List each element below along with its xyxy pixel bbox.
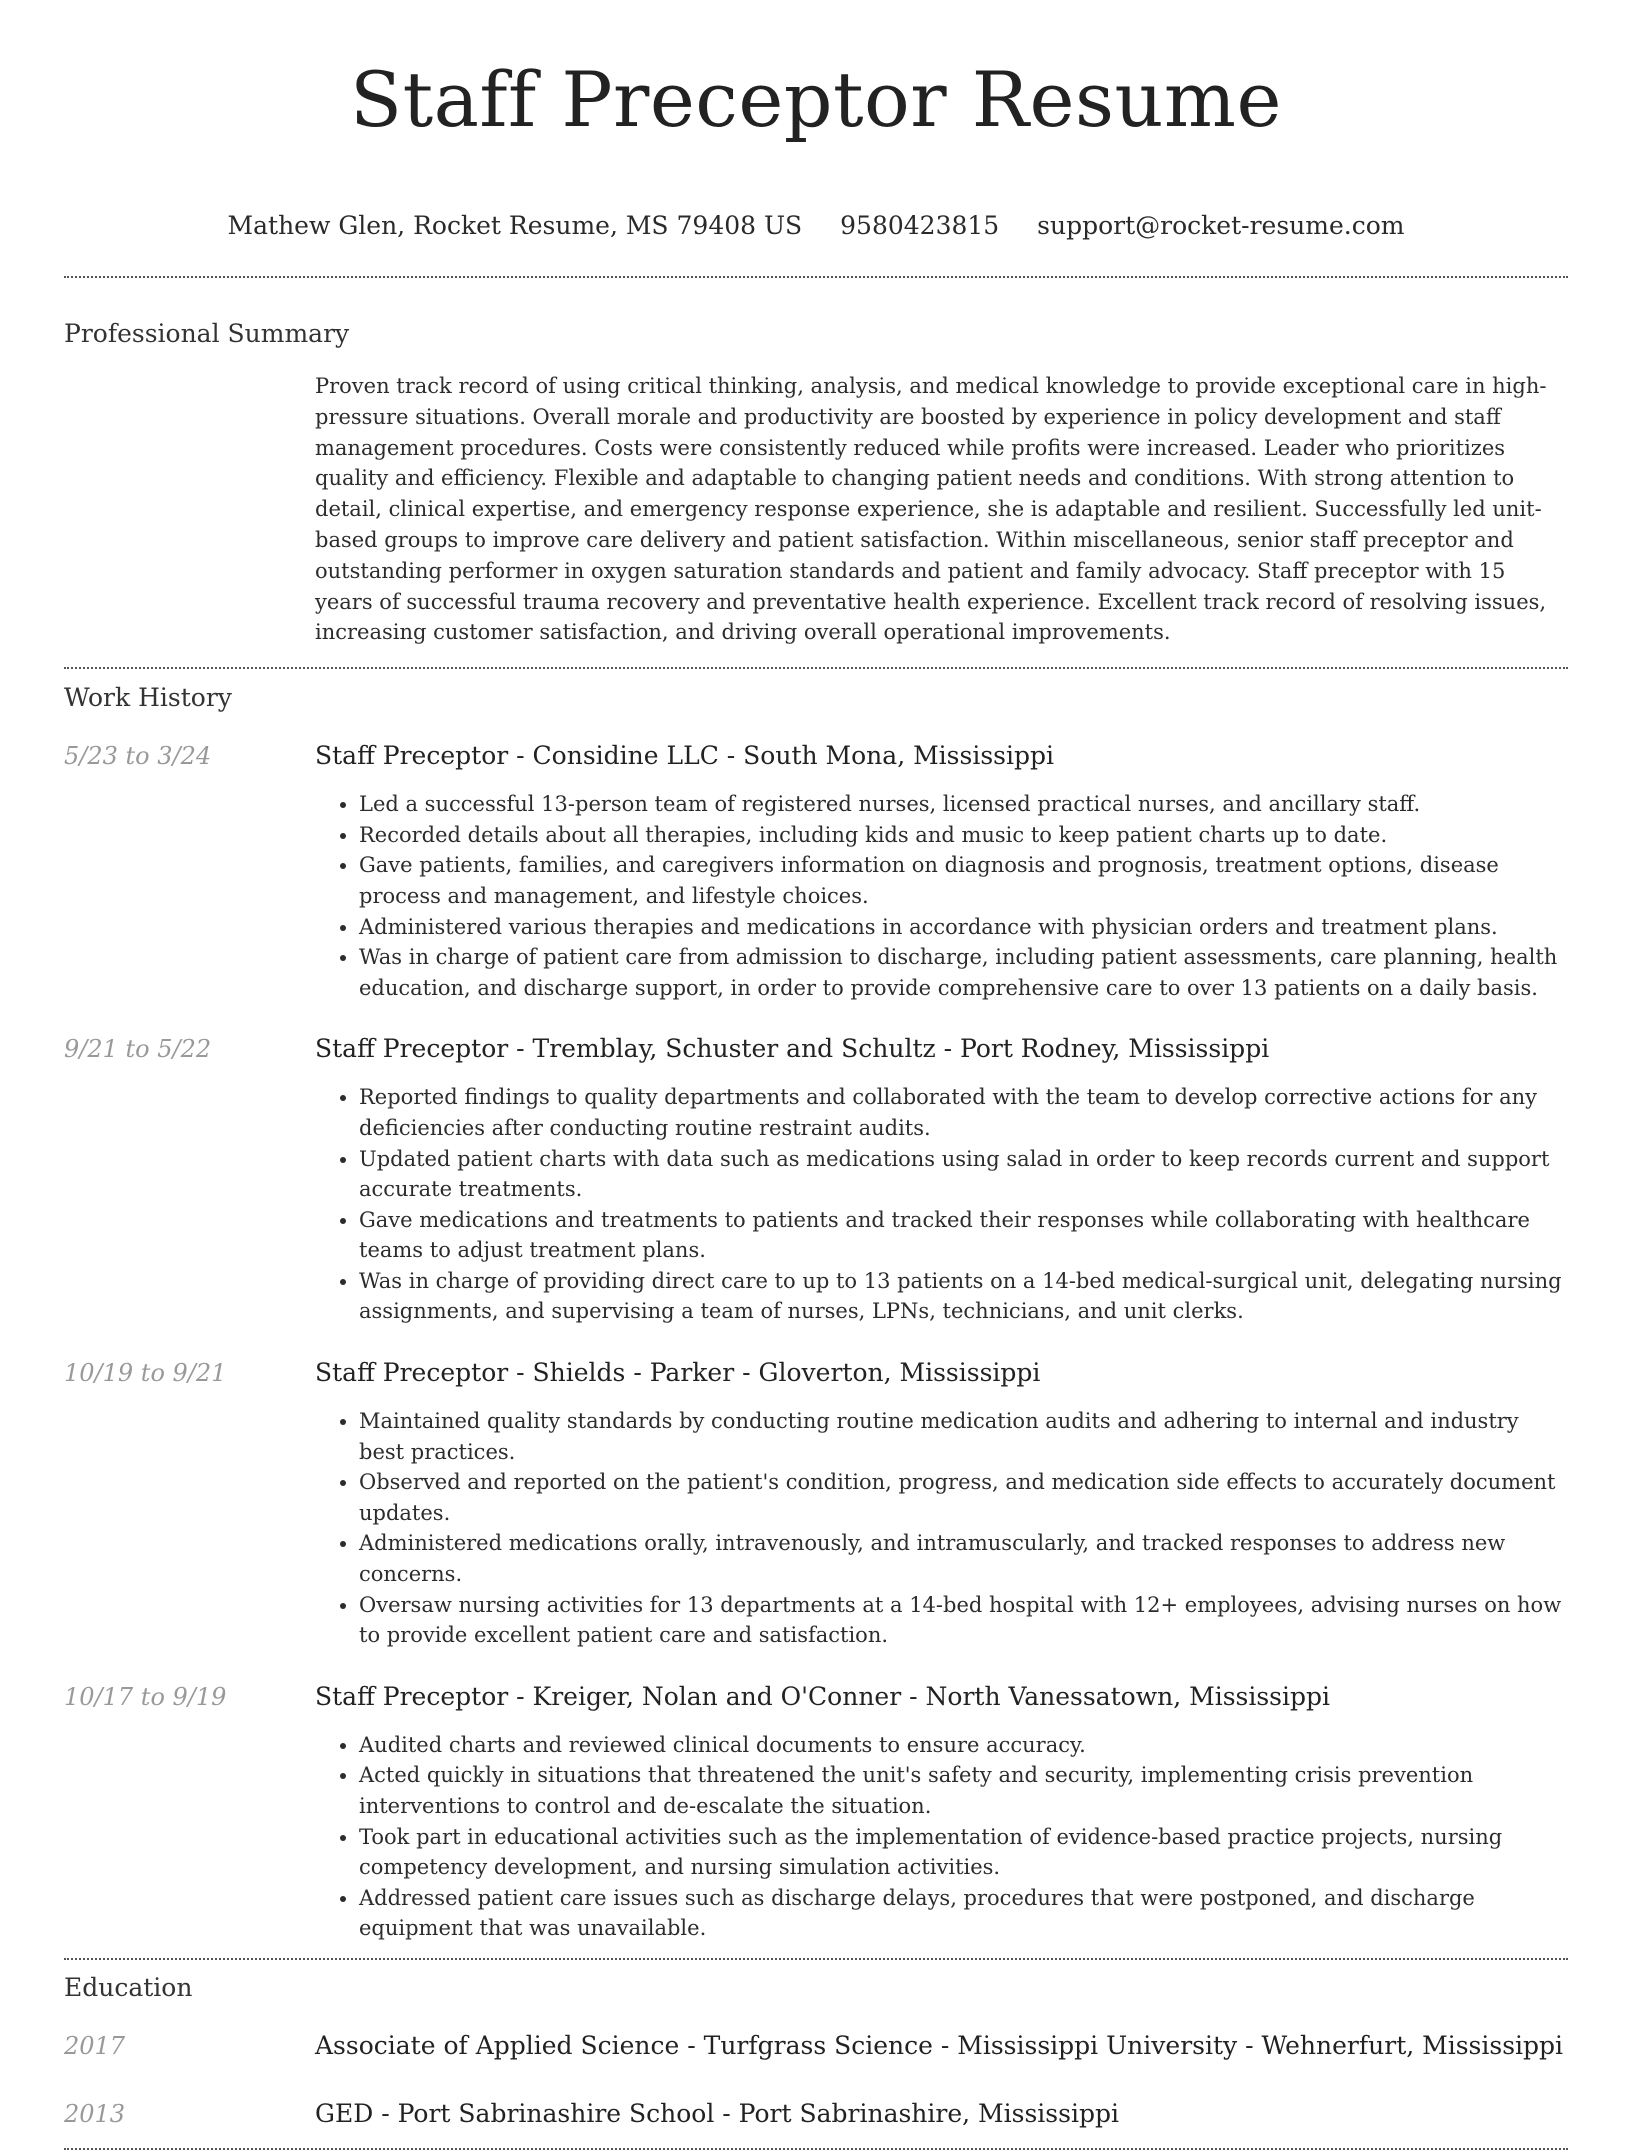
job-bullet: • Gave medications and treatments to patients and tracked their responses while collaborating with healthcare teams to adjust treatment plans.: [359, 1205, 1568, 1266]
job-bullet: • Acted quickly in situations that threatened the unit's safety and security, implementing crisis prevention interventions to control and de-escalate the situation.: [359, 1760, 1568, 1821]
education-year: 2017: [64, 2031, 126, 2060]
summary-heading: Professional Summary: [64, 319, 350, 348]
divider: [64, 667, 1568, 669]
job-bullet: • Observed and reported on the patient's condition, progress, and medication side effects to accurately document updates.: [359, 1467, 1568, 1528]
job-bullet: • Was in charge of providing direct care to up to 13 patients on a 14-bed medical-surgical unit, delegating nursing assignments, and supervising a team of nurses, LPNs, technicians, and unit clerks.: [359, 1266, 1568, 1327]
job-bullets: [315, 789, 1568, 1003]
divider: [64, 1958, 1568, 1960]
summary-text: Proven track record of using critical thinking, analysis, and medical knowledge to provide exceptional care in high-pressure situations. Overall morale and productivity are boosted by experience in policy development and staff management procedures. Costs were consistently reduced while profits were increased. Leader who prioritizes quality and efficiency. Flexible and adaptable to changing patient needs and conditions. With strong attention to detail, clinical expertise, and emergency response experience, she is adaptable and resilient. Successfully led unit-based groups to improve care delivery and patient satisfaction. Within miscellaneous, senior staff preceptor and outstanding performer in oxygen saturation standards and patient and family advocacy. Staff preceptor with 15 years of successful trauma recovery and preventative health experience. Excellent track record of resolving issues, increasing customer satisfaction, and driving overall operational improvements.: [315, 374, 1547, 645]
job-details: [315, 740, 1568, 1003]
job-bullet: • Gave patients, families, and caregivers information on diagnosis and prognosis, treatment options, disease process and management, and lifestyle choices.: [359, 850, 1568, 911]
education-year: 2013: [64, 2099, 126, 2128]
job-dates: 9/21 to 5/22: [64, 1035, 212, 1064]
job-details: [315, 1357, 1568, 1651]
job-details: [315, 1681, 1568, 1944]
job-bullet: • Administered medications orally, intravenously, and intramuscularly, and tracked responses to address new concerns.: [359, 1528, 1568, 1589]
job-title: Staff Preceptor - Considine LLC - South Mona, Mississippi: [315, 741, 1054, 771]
job-bullets: [315, 1730, 1568, 1944]
work-history-heading: Work History: [64, 683, 232, 713]
education-entry: [64, 2030, 1568, 2062]
job-title: Staff Preceptor - Shields - Parker - Gloverton, Mississippi: [315, 1358, 1041, 1388]
job-bullet: • Updated patient charts with data such as medications using salad in order to keep records current and support accurate treatments.: [359, 1144, 1568, 1205]
job-bullet: • Oversaw nursing activities for 13 departments at a 14-bed hospital with 12+ employees, advising nurses on how to provide excellent patient care and satisfaction.: [359, 1590, 1568, 1651]
resume-title: Staff Preceptor Resume: [350, 55, 1282, 144]
contact-line: [64, 210, 1568, 242]
education-heading: Education: [64, 1972, 193, 2002]
education-title: GED - Port Sabrinashire School - Port Sabrinashire, Mississippi: [315, 2098, 1119, 2128]
contact-address: Mathew Glen, Rocket Resume, MS 79408 US: [227, 211, 803, 240]
job-bullet: • Addressed patient care issues such as discharge delays, procedures that were postponed, and discharge equipment that was unavailable.: [359, 1883, 1568, 1944]
contact-email: support@rocket-resume.com: [1037, 211, 1405, 240]
job-entry: [64, 1357, 1568, 1651]
resume-page: [64, 0, 1568, 2150]
job-entry: [64, 1033, 1568, 1327]
job-bullet: • Maintained quality standards by conducting routine medication audits and adhering to internal and industry best practices.: [359, 1406, 1568, 1467]
job-bullets: [315, 1082, 1568, 1327]
job-dates: 10/19 to 9/21: [64, 1359, 227, 1388]
divider: [64, 276, 1568, 278]
job-bullet: • Reported findings to quality departments and collaborated with the team to develop corrective actions for any deficiencies after conducting routine restraint audits.: [359, 1082, 1568, 1143]
job-entry: [64, 740, 1568, 1003]
job-details: [315, 1033, 1568, 1327]
job-entry: [64, 1681, 1568, 1944]
job-bullet: • Recorded details about all therapies, including kids and music to keep patient charts up to date.: [359, 820, 1568, 851]
job-bullets: [315, 1406, 1568, 1651]
education-entry: [64, 2098, 1568, 2130]
job-dates: 5/23 to 3/24: [64, 742, 212, 771]
job-bullet: • Led a successful 13-person team of registered nurses, licensed practical nurses, and ancillary staff.: [359, 789, 1568, 820]
job-bullet: • Took part in educational activities such as the implementation of evidence-based practice projects, nursing competency development, and nursing simulation activities.: [359, 1822, 1568, 1883]
job-bullet: • Administered various therapies and medications in accordance with physician orders and treatment plans.: [359, 912, 1568, 943]
job-bullet: • Audited charts and reviewed clinical documents to ensure accuracy.: [359, 1730, 1568, 1761]
job-title: Staff Preceptor - Tremblay, Schuster and Schultz - Port Rodney, Mississippi: [315, 1034, 1270, 1064]
contact-phone: 9580423815: [840, 211, 1000, 240]
job-bullet: • Was in charge of patient care from admission to discharge, including patient assessments, care planning, health education, and discharge support, in order to provide comprehensive care to over 13 patients on a daily basis.: [359, 942, 1568, 1003]
job-title: Staff Preceptor - Kreiger, Nolan and O'Conner - North Vanessatown, Mississippi: [315, 1681, 1331, 1711]
education-title: Associate of Applied Science - Turfgrass Science - Mississippi University - Wehnerfurt, Mississippi: [315, 2030, 1564, 2060]
job-dates: 10/17 to 9/19: [64, 1682, 227, 1711]
